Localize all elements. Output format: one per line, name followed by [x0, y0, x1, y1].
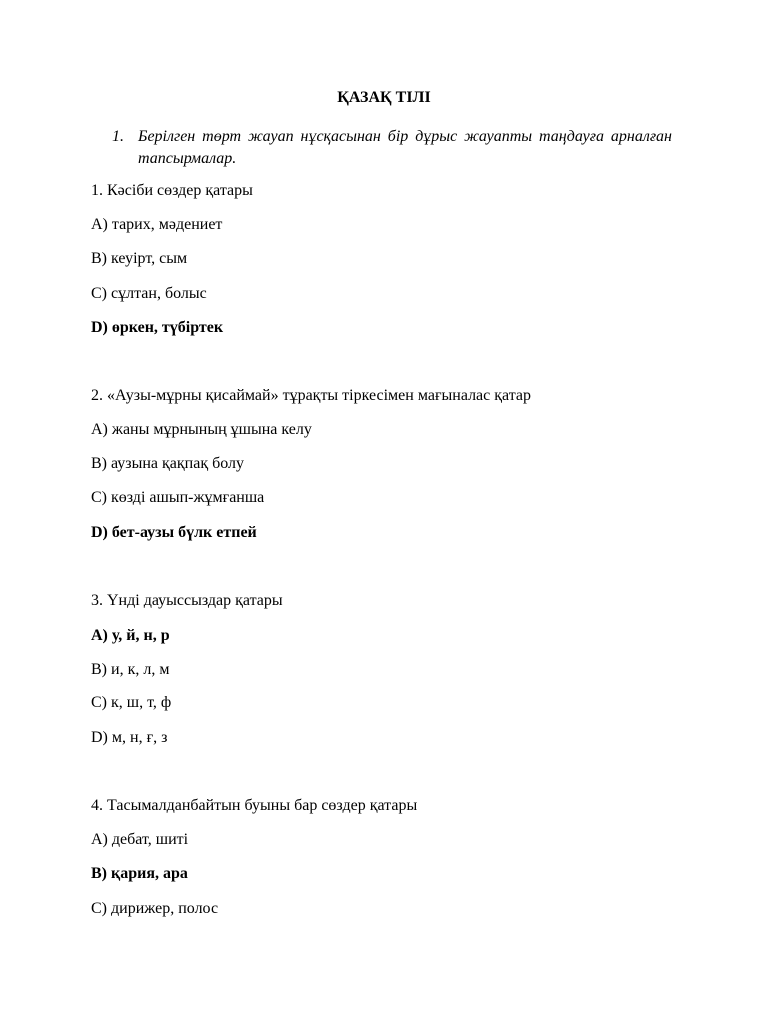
question-1-option-d: D) өркен, түбіртек	[91, 319, 224, 336]
question-2-option-d: D) бет-аузы бүлк етпей	[91, 524, 257, 541]
instruction-text: Берілген төрт жауап нұсқасынан бір дұрыс жауапты таңдауға арналған тапсырмалар.	[138, 128, 672, 167]
question-4-option-a: A) дебат, шиті	[91, 831, 189, 848]
instruction-number: 1.	[112, 128, 124, 145]
instruction	[112, 126, 672, 170]
question-3-text: 3. Үнді дауыссыздар қатары	[91, 592, 283, 609]
question-3-option-a: A) у, й, н, р	[91, 627, 170, 644]
question-1-option-a: A) тарих, мәдениет	[91, 216, 223, 233]
question-3-option-b: B) и, к, л, м	[91, 661, 170, 678]
document-title: ҚАЗАҚ ТІЛІ	[337, 89, 431, 106]
question-2-option-c: C) көзді ашып-жұмғанша	[91, 489, 265, 506]
question-2-option-b: B) аузына қақпақ болу	[91, 455, 245, 472]
question-2-option-a: A) жаны мұрнының ұшына келу	[91, 421, 312, 438]
question-3-option-d: D) м, н, ғ, з	[91, 729, 168, 746]
question-3-option-c: C) к, ш, т, ф	[91, 694, 172, 711]
question-1-text: 1. Кәсіби сөздер қатары	[91, 182, 253, 199]
question-2-text: 2. «Аузы-мұрны қисаймай» тұрақты тіркесімен мағыналас қатар	[91, 387, 531, 404]
question-1-option-b: B) кеуірт, сым	[91, 250, 188, 267]
question-4-text: 4. Тасымалданбайтын буыны бар сөздер қатары	[91, 797, 418, 814]
question-4-option-c: C) дирижер, полос	[91, 900, 219, 917]
question-1-option-c: C) сұлтан, болыс	[91, 285, 207, 302]
question-4-option-b: B) қария, ара	[91, 865, 188, 882]
